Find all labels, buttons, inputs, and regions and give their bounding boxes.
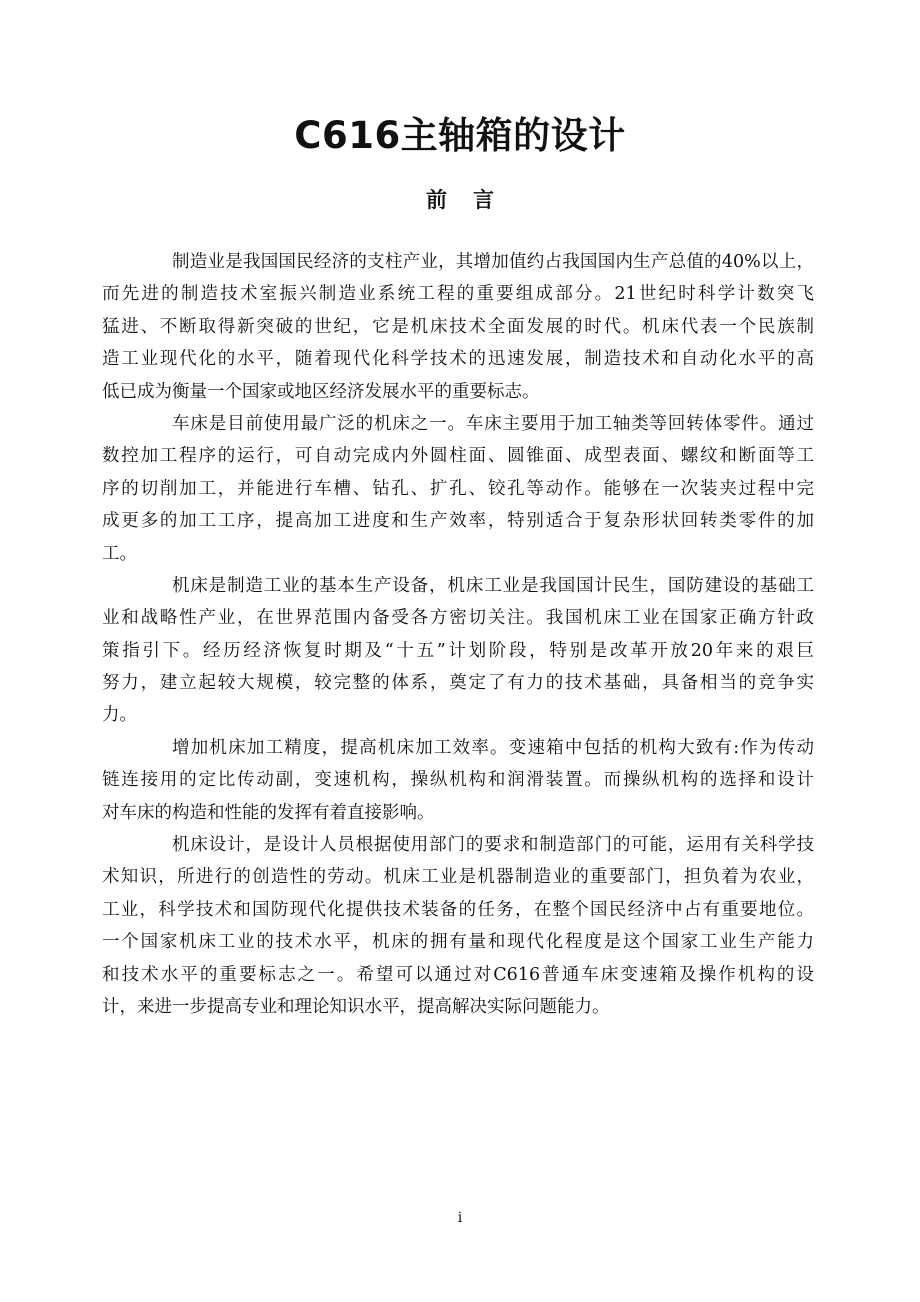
text-line: 制造业是我国国民经济的支柱产业，其增加值约占我国国内生产总值的40%以上，	[172, 252, 814, 272]
paragraph-3	[102, 570, 814, 732]
text-line: 链连接用的定比传动副，变速机构，操纵机构和润滑装置。而操纵机构的选择和设计	[102, 770, 814, 791]
text-line: 力。	[102, 705, 137, 726]
text-line: 业和战略性产业，在世界范围内备受各方密切关注。我国机床工业在国家正确方针政	[102, 608, 814, 629]
text-line: 计，来进一步提高专业和理论知识水平，提高解决实际问题能力。	[102, 996, 610, 1017]
text-line: 机床是制造工业的基本生产设备，机床工业是我国国计民生，国防建设的基础工	[172, 575, 814, 596]
text-line: 低已成为衡量一个国家或地区经济发展水平的重要标志。	[102, 381, 540, 402]
document-title: C616主轴箱的设计	[294, 114, 626, 157]
section-heading: 前言	[426, 188, 520, 212]
text-line: 工。	[102, 543, 137, 564]
text-line: 策指引下。经历经济恢复时期及“十五”计划阶段，特别是改革开放20年来的艰巨	[102, 640, 814, 661]
paragraph-2	[102, 408, 814, 570]
text-line: 增加机床加工精度，提高机床加工效率。变速箱中包括的机构大致有:作为传动	[172, 737, 814, 758]
text-line: 机床设计，是设计人员根据使用部门的要求和制造部门的可能，运用有关科学技	[172, 835, 814, 856]
text-line: 数控加工程序的运行，可自动完成内外圆柱面、圆锥面、成型表面、螺纹和断面等工	[102, 446, 814, 467]
text-line: 猛进、不断取得新突破的世纪，它是机床技术全面发展的时代。机床代表一个民族制	[102, 316, 814, 337]
paragraph-4	[102, 732, 814, 829]
text-line: 对车床的构造和性能的发挥有着直接影响。	[102, 802, 435, 823]
text-line: 造工业现代化的水平，随着现代化科学技术的迅速发展，制造技术和自动化水平的高	[102, 349, 814, 370]
text-line: 术知识，所进行的创造性的劳动。机床工业是机器制造业的重要部门，担负着为农业，	[102, 867, 814, 888]
text-line: 而先进的制造技术室振兴制造业系统工程的重要组成部分。21世纪时科学计数突飞	[102, 284, 814, 305]
text-line: 序的切削加工，并能进行车槽、钻孔、扩孔、铰孔等动作。能够在一次装夹过程中完	[102, 478, 814, 499]
paragraph-5	[102, 829, 814, 1023]
text-line: 和技术水平的重要标志之一。希望可以通过对C616普通车床变速箱及操作机构的设	[102, 964, 814, 985]
text-line: 一个国家机床工业的技术水平，机床的拥有量和现代化程度是这个国家工业生产能力	[102, 932, 814, 953]
text-line: 工业，科学技术和国防现代化提供技术装备的任务，在整个国民经济中占有重要地位。	[102, 899, 814, 920]
text-line: 车床是目前使用最广泛的机床之一。车床主要用于加工轴类等回转体零件。通过	[172, 413, 814, 434]
paragraph-1	[102, 246, 814, 408]
document-body	[102, 246, 814, 1023]
page-number: i	[457, 1210, 463, 1226]
text-line: 成更多的加工工序，提高加工进度和生产效率，特别适合于复杂形状回转类零件的加	[102, 511, 814, 532]
text-line: 努力，建立起较大规模，较完整的体系，奠定了有力的技术基础，具备相当的竞争实	[102, 673, 814, 694]
